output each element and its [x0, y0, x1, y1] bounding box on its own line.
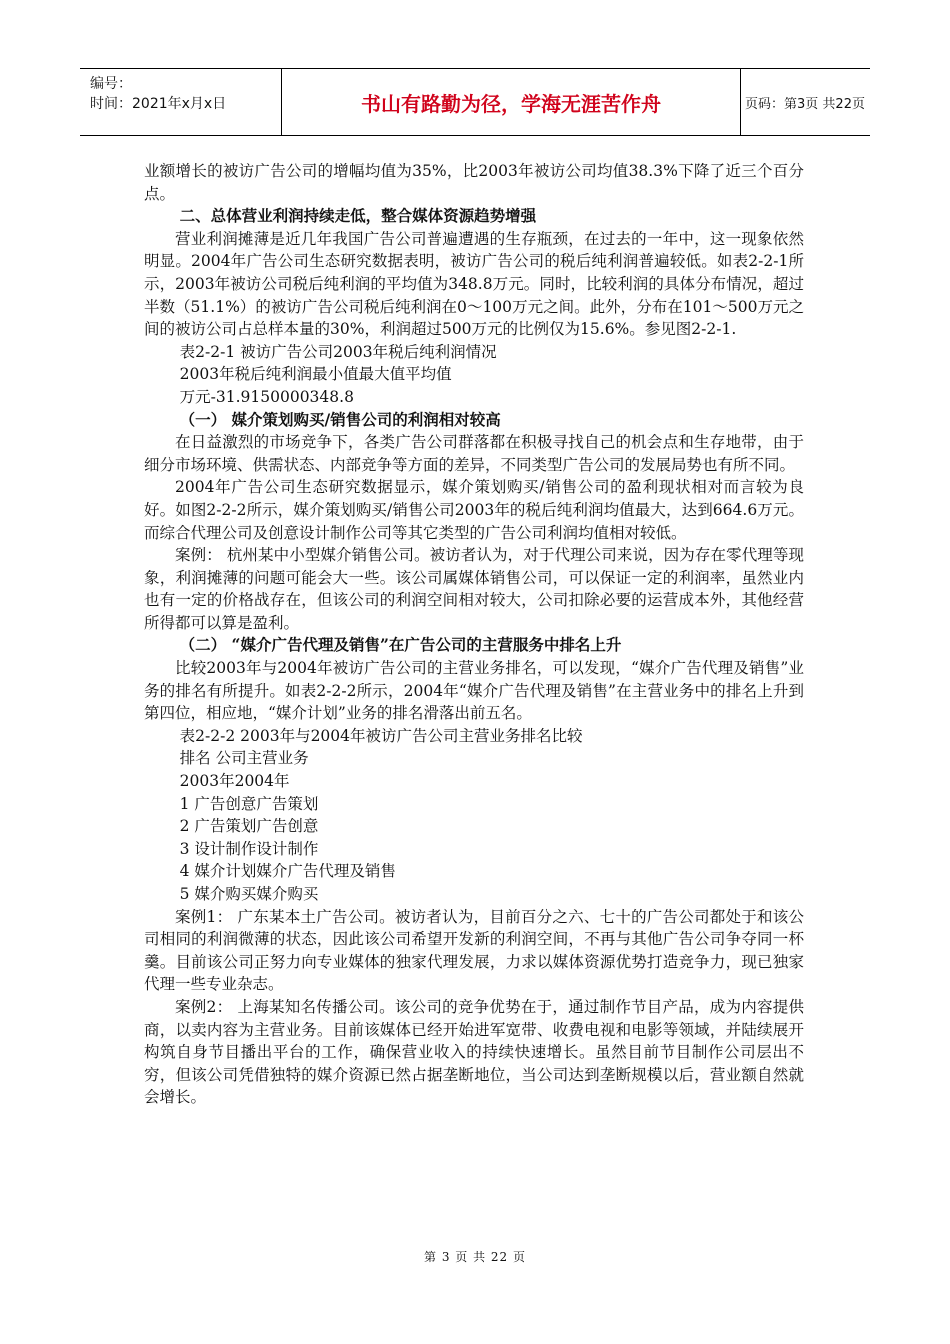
body-paragraph: 5 媒介购买媒介购买	[179, 885, 319, 903]
body-paragraph: 3 设计制作设计制作	[179, 839, 319, 858]
body-paragraph: 案例2： 上海某知名传播公司。该公司的竞争优势在于，通过制作节目产品，成为内容提供商，以卖内容为主营业务。目前该媒体已经开始进军宽带、收费电视和电影等领域，并陆续展开构筑自身节目播出平台的工作，确保营业收入的持续快速增长。虽然目前节目制作公司层出不穷，但该公司凭借独特的媒介资源已然占据垄断地位，当公司达到垄断规模以后，营业额自然就会增长。	[144, 997, 804, 1107]
document-body	[144, 160, 804, 1109]
body-paragraph: 表2-2-2 2003年与2004年被访广告公司主营业务排名比较	[179, 726, 583, 745]
body-paragraph: 比较2003年与2004年被访广告公司的主营业务排名，可以发现，“媒介广告代理及销售”业务的排名有所提升。如表2-2-2所示，2004年“媒介广告代理及销售”在主营业务中的排名上升到第四位，相应地，“媒介计划”业务的排名滑落出前五名。	[144, 659, 804, 723]
body-paragraph: 2003年税后纯利润最小值最大值平均值	[179, 365, 452, 384]
header-meta	[80, 69, 281, 135]
document-header	[80, 68, 870, 136]
section-heading: （一） 媒介策划购买/销售公司的利润相对较高	[179, 409, 501, 429]
body-paragraph: 在日益激烈的市场竞争下，各类广告公司群落都在积极寻找自己的机会点和生存地带，由于细分市场环境、供需状态、内部竞争等方面的差异，不同类型广告公司的发展局势也有所不同。	[144, 433, 804, 474]
header-page-info: 页码：第3页 共22页	[745, 96, 865, 112]
body-paragraph: 排名 公司主营业务	[179, 749, 309, 768]
body-paragraph: 表2-2-1 被访广告公司2003年税后纯利润情况	[179, 342, 497, 361]
header-motto: 书山有路勤为径，学海无涯苦作舟	[281, 69, 741, 135]
body-paragraph: 万元-31.9150000348.8	[179, 387, 354, 406]
body-paragraph: 业额增长的被访广告公司的增幅均值为35%，比2003年被访公司均值38.3%下降了近三个百分点。	[144, 162, 804, 203]
body-paragraph: 4 媒介计划媒介广告代理及销售	[179, 862, 396, 881]
section-heading: （二） “媒介广告代理及销售”在广告公司的主营服务中排名上升	[179, 635, 622, 655]
body-paragraph: 2 广告策划广告创意	[179, 817, 319, 836]
body-paragraph: 营业利润摊薄是近几年我国广告公司普遍遭遇的生存瓶颈，在过去的一年中，这一现象依然明显。2004年广告公司生态研究数据表明，被访广告公司的税后纯利润普遍较低。如表2-2-1所示，2003年被访公司税后纯利润的平均值为348.8万元。同时，比较利润的具体分布情况，超过半数（51.1%）的被访广告公司税后纯利润在0～100万元之间。此外，分布在101～500万元之间的被访公司占总样本量的30%，利润超过500万元的比例仅为15.6%。参见图2-2-1.	[144, 229, 804, 339]
body-paragraph: 2004年广告公司生态研究数据显示，媒介策划购买/销售公司的盈利现状相对而言较为良好。如图2-2-2所示，媒介策划购买/销售公司2003年的税后纯利润均值最大，达到664.6万元。而综合代理公司及创意设计制作公司等其它类型的广告公司利润均值相对较低。	[144, 478, 804, 542]
body-paragraph: 1 广告创意广告策划	[179, 794, 319, 813]
body-paragraph: 案例： 杭州某中小型媒介销售公司。被访者认为，对于代理公司来说，因为存在零代理等现象，利润摊薄的问题可能会大一些。该公司属媒体销售公司，可以保证一定的利润率，虽然业内也有一定的价格战存在，但该公司的利润空间相对较大，公司扣除必要的运营成本外，其他经营所得都可以算是盈利。	[144, 546, 804, 632]
page-footer: 第 3 页 共 22 页	[424, 1250, 526, 1264]
document-time-label: 时间：2021年x月x日	[90, 96, 227, 112]
document-number-label: 编号：	[90, 76, 132, 92]
body-paragraph: 2003年2004年	[179, 772, 290, 791]
body-paragraph: 案例1： 广东某本土广告公司。被访者认为，目前百分之六、七十的广告公司都处于和该公司相同的利润微薄的状态，因此该公司希望开发新的利润空间，不再与其他广告公司争夺同一杯羹。目前该公司正努力向专业媒体的独家代理发展，力求以媒体资源优势打造竞争力，现已独家代理一些专业杂志。	[144, 907, 804, 994]
section-heading: 二、总体营业利润持续走低，整合媒体资源趋势增强	[179, 206, 537, 226]
